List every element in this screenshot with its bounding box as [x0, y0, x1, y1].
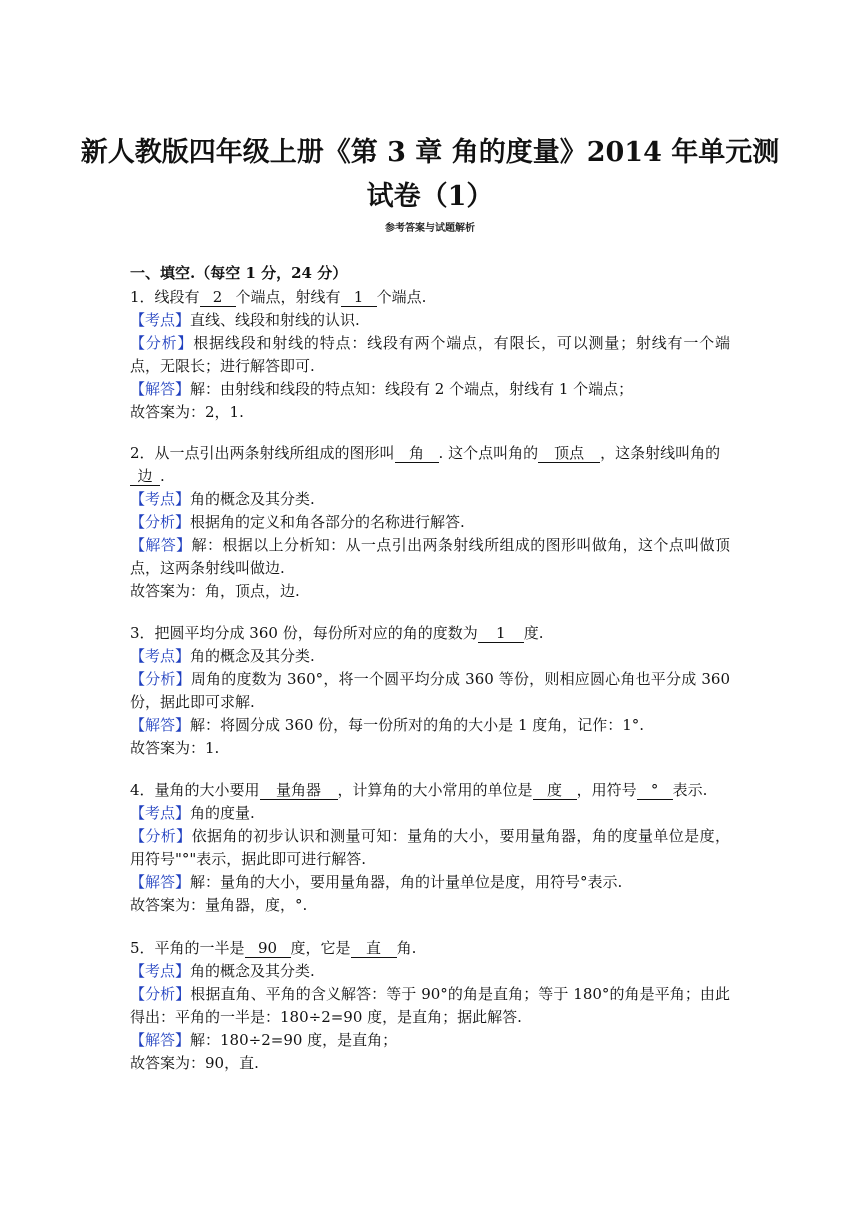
q4-fenxi-text: 依据角的初步认识和测量可知：量角的大小，要用量角器，角的度量单位是度，用符号"°"表示，据此即可进行解答.	[130, 827, 730, 868]
q2-text-c: ，这条射线叫角的	[600, 444, 721, 462]
q4-blank-3: °	[637, 781, 673, 800]
q1-kaodian	[130, 309, 730, 332]
q3-fenxi	[130, 668, 730, 714]
kaodian-label: 【考点】	[130, 490, 191, 508]
q4-text-b: ，计算角的大小常用的单位是	[337, 781, 533, 799]
question-5	[130, 937, 730, 1075]
q5-jieda-text: 解：180÷2=90 度，是直角；	[190, 1031, 398, 1049]
doc-title-line-1: 新人教版四年级上册《第 3 章 角的度量》2014 年单元测	[80, 137, 780, 168]
q5-kaodian-text: 角的概念及其分类.	[190, 962, 315, 980]
fenxi-label: 【分析】	[130, 670, 191, 688]
q1-answer: 故答案为：2，1.	[130, 403, 244, 421]
q1-text-a: 1．线段有	[130, 288, 200, 306]
q3-kaodian-text: 角的概念及其分类.	[190, 647, 315, 665]
question-2	[130, 442, 730, 603]
question-1-stem	[130, 286, 730, 309]
q3-kaodian	[130, 645, 730, 668]
jieda-label: 【解答】	[130, 716, 191, 734]
question-2-stem-cont	[130, 465, 730, 488]
q2-kaodian	[130, 488, 730, 511]
q2-blank-1: 角	[395, 444, 439, 463]
q4-text-c: ，用符号	[576, 781, 637, 799]
question-4	[130, 779, 730, 917]
jieda-label: 【解答】	[130, 536, 192, 554]
q2-kaodian-text: 角的概念及其分类.	[190, 490, 315, 508]
q4-text-d: 表示.	[672, 781, 708, 799]
q1-kaodian-text: 直线、线段和射线的认识.	[190, 311, 360, 329]
q3-answer: 故答案为：1.	[130, 739, 220, 757]
section-heading: 一、填空.（每空 1 分，24 分）	[130, 264, 348, 282]
q4-blank-2: 度	[533, 781, 577, 800]
q4-answer: 故答案为：量角器，度，°.	[130, 896, 308, 914]
fenxi-label: 【分析】	[130, 985, 191, 1003]
q1-jieda	[130, 378, 730, 401]
q4-kaodian-text: 角的度量.	[190, 804, 255, 822]
q4-blank-1: 量角器	[260, 781, 338, 800]
q3-text-b: 度.	[523, 624, 544, 642]
question-1	[130, 286, 730, 424]
q3-jieda-text: 解：将圆分成 360 份，每一份所对的角的大小是 1 度角，记作：1°.	[190, 716, 645, 734]
q2-text-a: 2．从一点引出两条射线所组成的图形叫	[130, 444, 395, 462]
question-2-stem	[130, 442, 730, 465]
q2-text-b: . 这个点叫角的	[438, 444, 539, 462]
jieda-label: 【解答】	[130, 1031, 191, 1049]
q3-text-a: 3．把圆平均分成 360 份，每份所对应的角的度数为	[130, 624, 478, 642]
q1-text-b: 个端点，射线有	[235, 288, 341, 306]
q3-fenxi-text: 周角的度数为 360°，将一个圆平均分成 360 等份，则相应圆心角也平分成 360 份，据此即可求解.	[130, 670, 730, 711]
kaodian-label: 【考点】	[130, 647, 191, 665]
q4-jieda	[130, 871, 730, 894]
q1-jieda-text: 解：由射线和线段的特点知：线段有 2 个端点，射线有 1 个端点；	[190, 380, 634, 398]
kaodian-label: 【考点】	[130, 962, 191, 980]
q5-answer: 故答案为：90，直.	[130, 1054, 259, 1072]
q5-text-c: 角.	[396, 939, 417, 957]
fenxi-label: 【分析】	[130, 334, 194, 352]
q1-blank-2: 1	[341, 288, 377, 307]
q1-blank-1: 2	[200, 288, 236, 307]
q5-text-a: 5．平角的一半是	[130, 939, 245, 957]
kaodian-label: 【考点】	[130, 311, 191, 329]
jieda-label: 【解答】	[130, 380, 191, 398]
q5-fenxi	[130, 983, 730, 1029]
q2-blank-2: 顶点	[538, 444, 600, 463]
fenxi-label: 【分析】	[130, 827, 192, 845]
q2-fenxi	[130, 511, 730, 534]
question-3	[130, 622, 730, 760]
q2-answer: 故答案为：角，顶点，边.	[130, 582, 300, 600]
question-4-stem	[130, 779, 730, 802]
doc-title-line-2: 试卷（1）	[366, 181, 494, 212]
q2-text-d: .	[160, 467, 165, 485]
q2-jieda	[130, 534, 730, 580]
q3-jieda	[130, 714, 730, 737]
q4-text-a: 4．量角的大小要用	[130, 781, 260, 799]
q5-fenxi-text: 根据直角、平角的含义解答：等于 90°的角是直角；等于 180°的角是平角；由此得出：平角的一半是：180÷2=90 度，是直角；据此解答.	[130, 985, 730, 1026]
q4-kaodian	[130, 802, 730, 825]
kaodian-label: 【考点】	[130, 804, 191, 822]
q2-fenxi-text: 根据角的定义和角各部分的名称进行解答.	[190, 513, 465, 531]
q4-jieda-text: 解：量角的大小，要用量角器，角的计量单位是度，用符号°表示.	[190, 873, 623, 891]
q1-fenxi-text: 根据线段和射线的特点：线段有两个端点，有限长，可以测量；射线有一个端点，无限长；进行解答即可.	[130, 334, 730, 375]
q2-jieda-text: 解：根据以上分析知：从一点引出两条射线所组成的图形叫做角，这个点叫做顶点，这两条射线叫做边.	[130, 536, 730, 577]
q5-jieda	[130, 1029, 730, 1052]
q4-fenxi	[130, 825, 730, 871]
question-3-stem	[130, 622, 730, 645]
q5-blank-2: 直	[351, 939, 397, 958]
q5-kaodian	[130, 960, 730, 983]
jieda-label: 【解答】	[130, 873, 191, 891]
q5-text-b: 度，它是	[290, 939, 351, 957]
doc-subtitle: 参考答案与试题解析	[385, 223, 475, 234]
q1-text-c: 个端点.	[376, 288, 427, 306]
q2-blank-3: 边	[130, 467, 160, 486]
fenxi-label: 【分析】	[130, 513, 191, 531]
q3-blank-1: 1	[478, 624, 524, 643]
q1-fenxi	[130, 332, 730, 378]
question-5-stem	[130, 937, 730, 960]
q5-blank-1: 90	[245, 939, 291, 958]
